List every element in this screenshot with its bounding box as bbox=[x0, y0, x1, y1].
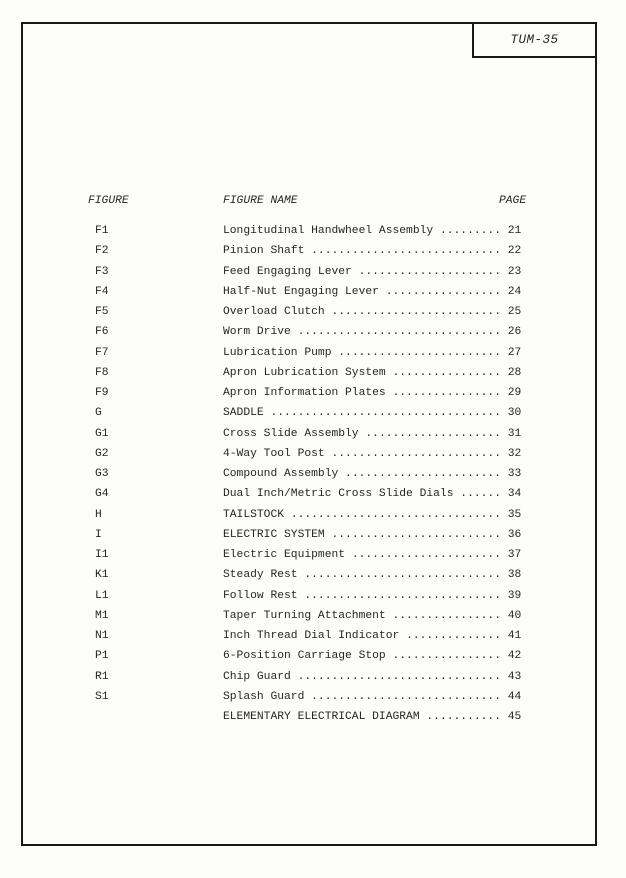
table-row bbox=[0, 383, 626, 403]
figure-id: R1 bbox=[95, 670, 109, 683]
figure-name: TAILSTOCK bbox=[223, 508, 285, 521]
dot-leader: ......................... bbox=[331, 447, 501, 460]
figure-id: F7 bbox=[95, 346, 109, 359]
figure-id: F4 bbox=[95, 285, 109, 298]
dot-leader: ................ bbox=[392, 609, 501, 622]
table-row bbox=[0, 444, 626, 464]
table-row bbox=[0, 282, 626, 302]
figure-entry bbox=[223, 302, 521, 322]
figure-entry bbox=[223, 343, 521, 363]
figure-entry bbox=[223, 646, 521, 666]
dot-leader: .............................. bbox=[297, 326, 501, 339]
figure-name: Longitudinal Handwheel Assembly bbox=[223, 225, 434, 237]
page-number: 30 bbox=[507, 407, 522, 420]
figure-name: SADDLE bbox=[223, 407, 264, 420]
figure-entry bbox=[223, 586, 521, 606]
figure-name: Dual Inch/Metric Cross Slide Dials bbox=[223, 488, 454, 501]
dot-leader: ............................ bbox=[311, 690, 501, 703]
dot-leader: ......... bbox=[439, 225, 501, 237]
figure-id: S1 bbox=[95, 690, 109, 703]
page-number: 34 bbox=[507, 488, 522, 501]
table-row bbox=[0, 586, 626, 606]
table-row bbox=[0, 646, 626, 666]
figure-name: Apron Lubrication System bbox=[223, 366, 386, 379]
figure-name: Lubrication Pump bbox=[223, 346, 332, 359]
figure-id: I bbox=[95, 528, 102, 541]
figure-id: L1 bbox=[95, 589, 109, 602]
page-number: 28 bbox=[507, 366, 522, 379]
figure-entry bbox=[223, 262, 521, 282]
figure-name: Compound Assembly bbox=[223, 468, 339, 480]
figure-name: Cross Slide Assembly bbox=[223, 427, 359, 440]
dot-leader: ...................... bbox=[351, 549, 501, 561]
column-header-figure: FIGURE bbox=[88, 195, 129, 207]
figure-entry bbox=[223, 464, 521, 484]
figure-entry bbox=[223, 525, 521, 545]
figure-entry bbox=[223, 322, 521, 342]
table-row bbox=[0, 484, 626, 504]
page-number: 21 bbox=[507, 225, 522, 237]
figure-id: F6 bbox=[95, 326, 109, 339]
figure-name: 4-Way Tool Post bbox=[223, 447, 325, 460]
page-number: 40 bbox=[507, 609, 522, 622]
figure-entry bbox=[223, 444, 521, 464]
dot-leader: ........................ bbox=[338, 346, 501, 359]
page-number: 27 bbox=[507, 346, 522, 359]
column-header-figure-name: FIGURE NAME bbox=[223, 195, 298, 207]
figure-name: Steady Rest bbox=[223, 569, 298, 582]
dot-leader: ..................... bbox=[358, 265, 501, 278]
figure-id: G3 bbox=[95, 468, 109, 480]
dot-leader: ...... bbox=[460, 488, 501, 501]
table-row bbox=[0, 667, 626, 687]
figure-entry bbox=[223, 565, 521, 585]
figure-id: F2 bbox=[95, 245, 109, 258]
table-row bbox=[0, 505, 626, 525]
table-row bbox=[0, 606, 626, 626]
figure-name: Electric Equipment bbox=[223, 549, 346, 561]
figure-name: Taper Turning Attachment bbox=[223, 609, 386, 622]
table-row bbox=[0, 241, 626, 261]
page-number: 36 bbox=[507, 528, 522, 541]
dot-leader: ......................... bbox=[331, 528, 501, 541]
page-number: 23 bbox=[507, 265, 522, 278]
figure-id: K1 bbox=[95, 569, 109, 582]
figure-id: F5 bbox=[95, 306, 109, 318]
figure-entry bbox=[223, 545, 521, 565]
dot-leader: ......................... bbox=[331, 306, 501, 318]
figure-entry bbox=[223, 383, 521, 403]
table-row bbox=[0, 565, 626, 585]
document-number: TUM-35 bbox=[510, 33, 559, 47]
table-row bbox=[0, 464, 626, 484]
figure-entry bbox=[223, 221, 521, 241]
page-number: 38 bbox=[507, 569, 522, 582]
page-number: 45 bbox=[507, 711, 522, 723]
figure-name: Pinion Shaft bbox=[223, 245, 305, 258]
dot-leader: ................ bbox=[392, 366, 501, 379]
dot-leader: ............................ bbox=[311, 245, 501, 258]
figure-id: F9 bbox=[95, 387, 109, 399]
toc-rows bbox=[0, 221, 626, 727]
figure-entry bbox=[223, 626, 521, 646]
page-number: 31 bbox=[507, 427, 522, 440]
document-number-box bbox=[472, 22, 597, 58]
figure-name: Apron Information Plates bbox=[223, 387, 386, 399]
figure-entry bbox=[223, 363, 521, 383]
figure-name: ELEMENTARY ELECTRICAL DIAGRAM bbox=[223, 711, 420, 723]
table-row bbox=[0, 363, 626, 383]
figure-id: F8 bbox=[95, 366, 109, 379]
figure-entry bbox=[223, 403, 521, 423]
table-row bbox=[0, 322, 626, 342]
figure-name: Worm Drive bbox=[223, 326, 291, 339]
page-number: 33 bbox=[507, 468, 522, 480]
dot-leader: ................ bbox=[392, 387, 501, 399]
figure-entry bbox=[223, 667, 521, 687]
page-number: 25 bbox=[507, 306, 522, 318]
page-number: 41 bbox=[507, 630, 522, 642]
dot-leader: ........... bbox=[426, 711, 501, 723]
dot-leader: .................................. bbox=[270, 407, 501, 420]
figure-id: F1 bbox=[95, 225, 109, 237]
figure-entry bbox=[223, 241, 521, 261]
figure-name: Chip Guard bbox=[223, 670, 291, 683]
table-row bbox=[0, 221, 626, 241]
dot-leader: ............................. bbox=[304, 589, 501, 602]
figure-id: I1 bbox=[95, 549, 109, 561]
figure-entry bbox=[223, 707, 521, 727]
table-row bbox=[0, 545, 626, 565]
page-number: 39 bbox=[507, 589, 522, 602]
column-header-page: PAGE bbox=[499, 195, 527, 207]
dot-leader: .............. bbox=[406, 630, 501, 642]
page-number: 26 bbox=[507, 326, 522, 339]
table-row bbox=[0, 302, 626, 322]
figure-entry bbox=[223, 282, 521, 302]
table-row bbox=[0, 525, 626, 545]
table-row bbox=[0, 707, 626, 727]
figure-id: M1 bbox=[95, 609, 109, 622]
table-row bbox=[0, 687, 626, 707]
figure-entry bbox=[223, 606, 521, 626]
dot-leader: ................ bbox=[392, 650, 501, 663]
figure-entry bbox=[223, 505, 521, 525]
figure-name: Feed Engaging Lever bbox=[223, 265, 352, 278]
page-number: 32 bbox=[507, 447, 522, 460]
page-number: 35 bbox=[507, 508, 522, 521]
table-row bbox=[0, 403, 626, 423]
figure-entry bbox=[223, 424, 521, 444]
page-number: 42 bbox=[507, 650, 522, 663]
figure-id: G2 bbox=[95, 447, 109, 460]
page-number: 24 bbox=[507, 285, 522, 298]
figure-id: G bbox=[95, 407, 102, 420]
dot-leader: ....................... bbox=[345, 468, 501, 480]
table-row bbox=[0, 343, 626, 363]
figure-id: G1 bbox=[95, 427, 109, 440]
figure-name: Half-Nut Engaging Lever bbox=[223, 285, 379, 298]
figure-id: F3 bbox=[95, 265, 109, 278]
page-number: 37 bbox=[507, 549, 522, 561]
figure-name: Overload Clutch bbox=[223, 306, 325, 318]
table-header-row bbox=[0, 195, 626, 209]
figure-entry bbox=[223, 484, 521, 504]
figure-entry bbox=[223, 687, 521, 707]
figure-name: ELECTRIC SYSTEM bbox=[223, 528, 325, 541]
figure-id: N1 bbox=[95, 630, 109, 642]
dot-leader: ............................... bbox=[290, 508, 501, 521]
table-row bbox=[0, 424, 626, 444]
table-row bbox=[0, 626, 626, 646]
page-number: 22 bbox=[507, 245, 522, 258]
figure-name: Follow Rest bbox=[223, 589, 298, 602]
page-number: 29 bbox=[507, 387, 522, 399]
figure-name: 6-Position Carriage Stop bbox=[223, 650, 386, 663]
dot-leader: ................. bbox=[385, 285, 501, 298]
dot-leader: .................... bbox=[365, 427, 501, 440]
figure-name: Inch Thread Dial Indicator bbox=[223, 630, 400, 642]
figure-id: P1 bbox=[95, 650, 109, 663]
figure-id: G4 bbox=[95, 488, 109, 501]
figure-name: Splash Guard bbox=[223, 690, 305, 703]
page-number: 44 bbox=[507, 690, 522, 703]
dot-leader: .............................. bbox=[297, 670, 501, 683]
dot-leader: ............................. bbox=[304, 569, 501, 582]
figure-id: H bbox=[95, 508, 102, 521]
table-row bbox=[0, 262, 626, 282]
page-number: 43 bbox=[507, 670, 522, 683]
